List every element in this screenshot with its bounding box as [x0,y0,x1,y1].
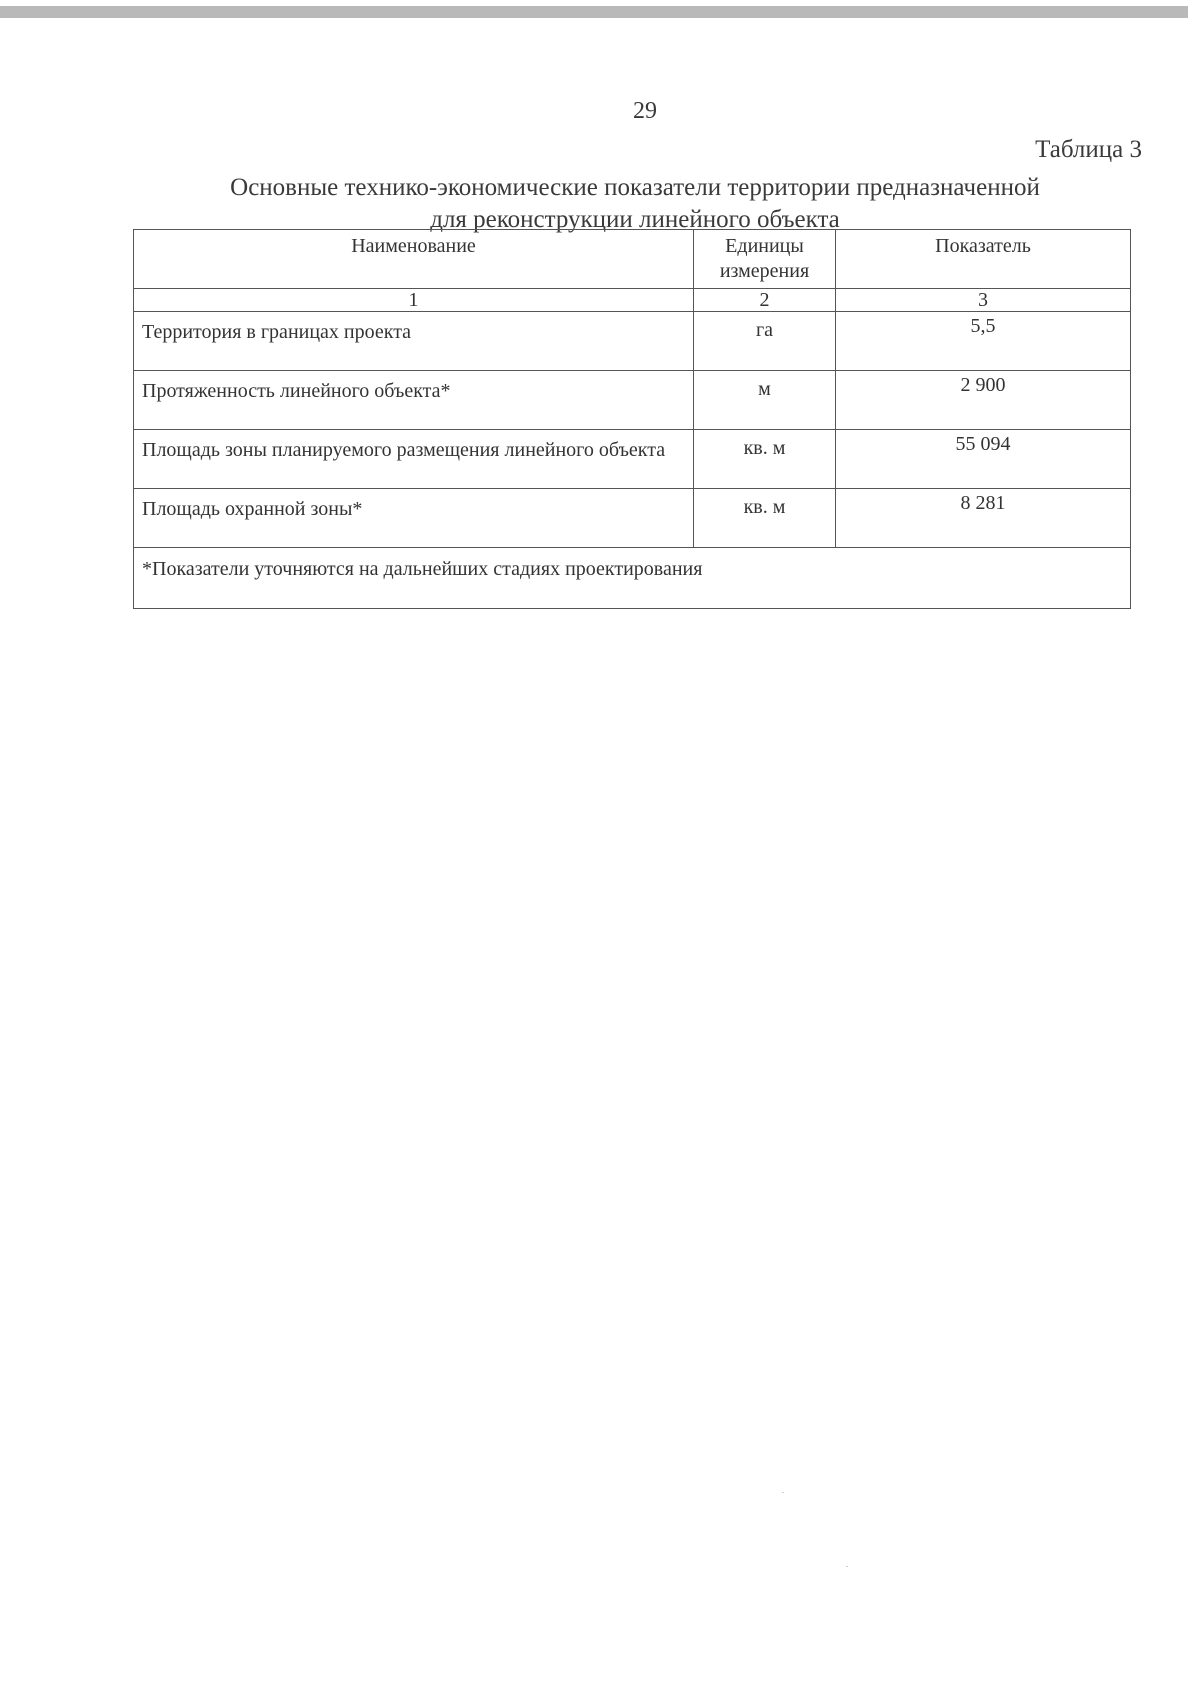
row-value: 2 900 [836,371,1131,430]
table-header-row [134,230,1131,289]
row-name: Площадь охранной зоны* [134,489,694,548]
row-unit: м [694,371,836,430]
column-number-row [134,289,1131,312]
row-unit: кв. м [694,489,836,548]
table-row [134,312,1131,371]
row-name: Площадь зоны планируемого размещения линейного объекта [134,430,694,489]
column-number: 2 [694,289,836,312]
header-unit: Единицы измерения [694,230,836,289]
header-name: Наименование [134,230,694,289]
row-name: Территория в границах проекта [134,312,694,371]
page-number: 29 [633,98,657,124]
header-value: Показатель [836,230,1131,289]
row-value: 8 281 [836,489,1131,548]
caption-line-2: для реконструкции линейного объекта [430,206,840,233]
scan-edge-bar [0,6,1188,18]
column-number: 1 [134,289,694,312]
scan-speck [782,1492,784,1493]
table-row [134,371,1131,430]
table-note-row [134,548,1131,609]
table-row [134,489,1131,548]
column-number: 3 [836,289,1131,312]
row-value: 55 094 [836,430,1131,489]
row-value: 5,5 [836,312,1131,371]
table-label: Таблица 3 [1035,136,1142,163]
table-caption [150,172,1120,236]
caption-line-1: Основные технико-экономические показатели территории предназначенной [230,174,1040,201]
table-row [134,430,1131,489]
row-unit: кв. м [694,430,836,489]
table-footnote: *Показатели уточняются на дальнейших стадиях проектирования [134,548,1131,609]
scan-speck [846,1566,848,1567]
row-unit: га [694,312,836,371]
indicators-table [133,229,1131,609]
row-name: Протяженность линейного объекта* [134,371,694,430]
